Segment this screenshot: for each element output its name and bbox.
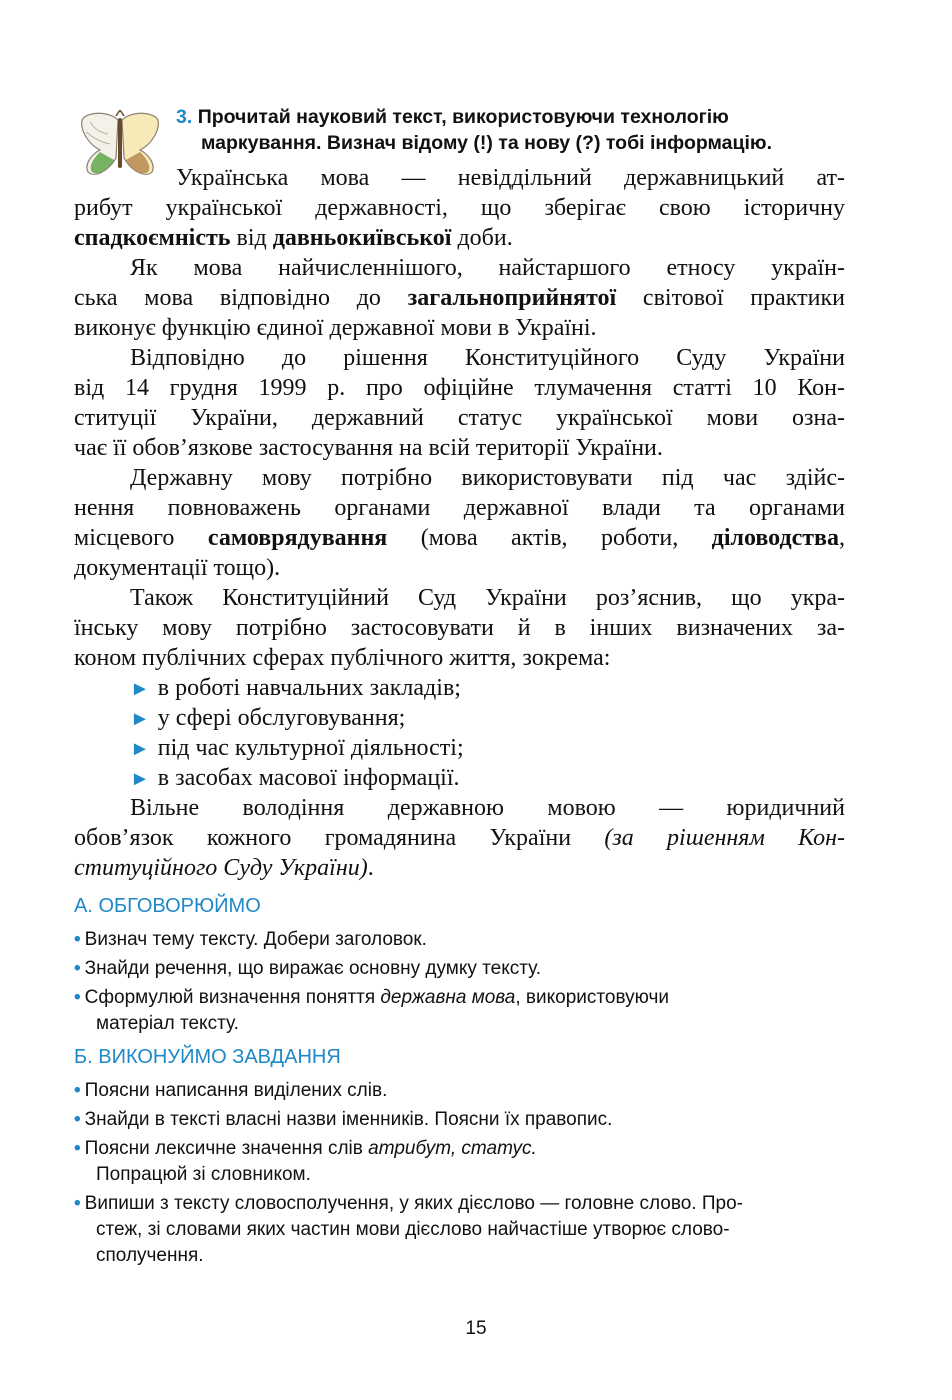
section-a-title: А. ОБГОВОРЮЙМО	[74, 895, 261, 917]
bullet-item	[74, 927, 864, 953]
text-line: Українська мова — невіддільний державницький ат-	[176, 165, 845, 191]
text-line: документації тощо).	[74, 555, 281, 581]
text-line	[74, 523, 845, 553]
section-b	[74, 1044, 864, 1269]
text-line: Відповідно до рішення Конституційного Суду України	[130, 345, 845, 371]
text-line: Як мова найчисленнішого, найстаршого етносу україн-	[130, 255, 845, 281]
bullet-continuation: Попрацюй зі словником.	[96, 1164, 311, 1185]
bullet-item	[74, 1107, 864, 1133]
text-fragment: доби.	[451, 225, 513, 251]
bullet-text: Сформулюй визначення поняття	[84, 987, 381, 1008]
list-item-text: в роботі навчальних закладів;	[157, 675, 461, 701]
arrow-bullet-icon: ►	[130, 738, 150, 760]
bullet-item	[74, 1191, 864, 1217]
italic-fragment: ституційного Суду України)	[74, 855, 368, 881]
text-line: коном публічних сферах публічного життя, зокрема:	[74, 645, 611, 671]
text-line: нення повноважень органами державної влади та органами	[74, 495, 845, 521]
list-item	[74, 763, 845, 793]
bullet-item	[74, 985, 864, 1011]
bullet-text: Випиши з тексту словосполучення, у яких дієслово — головне слово. Про-	[84, 1193, 743, 1214]
arrow-bullet-icon: ►	[130, 768, 150, 790]
text-fragment: .	[367, 855, 374, 881]
text-fragment: від	[230, 225, 273, 251]
bullet-continuation: стеж, зі словами яких частин мови дієслово найчастіше утворює слово-	[96, 1219, 730, 1240]
bullet-text: Поясни написання виділених слів.	[84, 1080, 388, 1101]
text-line: Державну мову потрібно використовувати під час здійс-	[130, 465, 845, 491]
text-line: Також Конституційний Суд України роз’яснив, що укра-	[130, 585, 845, 611]
task-heading-line2: маркування. Визнач відому (!) та нову (?) тобі інформацію.	[201, 132, 773, 154]
italic-term: атрибут, статус.	[368, 1138, 537, 1159]
dot-bullet-icon: •	[74, 1138, 81, 1159]
dot-bullet-icon: •	[74, 987, 81, 1008]
text-fragment: місцевого	[74, 525, 208, 551]
task-heading-line1: Прочитай науковий текст, використовуючи технологію	[197, 106, 729, 128]
italic-term: державна мова	[380, 987, 516, 1008]
section-a	[74, 893, 864, 1037]
page-number: 15	[465, 1318, 487, 1339]
task-number: 3.	[176, 106, 193, 128]
text-fragment: обов’язок кожного громадянина України	[74, 825, 605, 851]
text-line	[74, 823, 845, 853]
text-line	[74, 853, 845, 883]
bullet-text: , використовуючи	[515, 987, 669, 1008]
text-fragment: ська мова відповідно до	[74, 285, 408, 311]
text-fragment: (мова актів, роботи,	[387, 525, 712, 551]
section-b-title: Б. ВИКОНУЙМО ЗАВДАННЯ	[74, 1046, 341, 1068]
main-text	[74, 163, 845, 883]
list-item-text: під час культурної діяльності;	[157, 735, 464, 761]
bullet-text: Поясни лексичне значення слів	[84, 1138, 369, 1159]
bullet-text: Знайди речення, що виражає основну думку тексту.	[84, 958, 542, 979]
arrow-bullet-icon: ►	[130, 678, 150, 700]
bullet-item	[74, 956, 864, 982]
text-line: ституції України, державний статус української мови озна-	[74, 405, 845, 431]
bullet-continuation: сполучення.	[96, 1245, 204, 1266]
text-line: рибут української державності, що зберігає свою історичну	[74, 195, 845, 221]
italic-fragment: (за рішенням Кон-	[604, 825, 845, 851]
bullet-continuation: матеріал тексту.	[96, 1013, 239, 1034]
bold-word: загальноприйнятої	[407, 285, 617, 311]
text-line: Вільне володіння державною мовою — юридичний	[130, 795, 845, 821]
text-line	[74, 283, 845, 313]
list-item	[74, 703, 845, 733]
dot-bullet-icon: •	[74, 958, 81, 979]
text-fragment: ,	[839, 525, 845, 551]
dot-bullet-icon: •	[74, 1109, 81, 1130]
text-line: виконує функцію єдиної державної мови в Україні.	[74, 315, 597, 341]
text-line: їнську мову потрібно застосовувати й в інших визначених за-	[74, 615, 845, 641]
list-item	[74, 733, 845, 763]
bold-word: самоврядування	[207, 525, 388, 551]
bullet-text: Знайди в тексті власні назви іменників. Поясни їх правопис.	[84, 1109, 613, 1130]
text-fragment: світової практики	[616, 285, 845, 311]
bullet-text: Визнач тему тексту. Добери заголовок.	[84, 929, 427, 950]
arrow-bullet-icon: ►	[130, 708, 150, 730]
text-line: чає її обов’язкове застосування на всій території України.	[74, 435, 663, 461]
bullet-item	[74, 1078, 864, 1104]
text-line: від 14 грудня 1999 р. про офіційне тлумачення статті 10 Кон-	[74, 375, 845, 401]
dot-bullet-icon: •	[74, 929, 81, 950]
bold-word: діловодства	[711, 525, 839, 551]
list-item-text: у сфері обслуговування;	[157, 705, 406, 731]
list-item	[74, 673, 845, 703]
text-line	[74, 223, 845, 253]
task-heading	[176, 104, 876, 156]
bold-word: спадкоємність	[74, 225, 231, 251]
dot-bullet-icon: •	[74, 1080, 81, 1101]
bullet-item	[74, 1136, 864, 1162]
list-item-text: в засобах масової інформації.	[157, 765, 460, 791]
bold-word: давньокиївської	[272, 225, 452, 251]
dot-bullet-icon: •	[74, 1193, 81, 1214]
